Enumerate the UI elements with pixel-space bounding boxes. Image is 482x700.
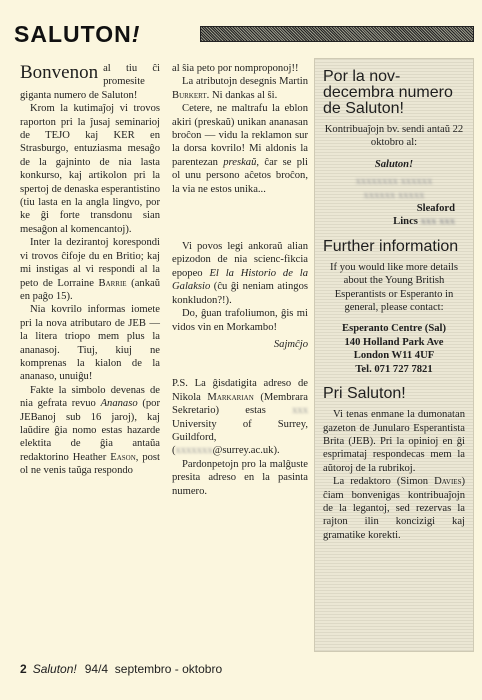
footer-title: Saluton! (32, 662, 77, 676)
sidebar-heading: Pri Saluton! (323, 385, 406, 403)
masthead-logo: SALUTON! (14, 21, 141, 47)
page-number: 2 (20, 662, 27, 676)
issue-number: 94/4 (84, 662, 109, 676)
address-town: Sleaford (416, 203, 455, 215)
intro-paragraph: Bonvenon al tiu ĉi promesite giganta numero de Saluton! (20, 62, 160, 101)
paragraph: La atributojn desegnis Martin Burkert. Ni dankas al ŝi. (172, 76, 308, 101)
masthead (14, 20, 474, 48)
column-gap (172, 196, 308, 240)
column-2 (172, 62, 308, 498)
sidebar-text: Vi tenas enmane la dumonatan gazeton de Junularo Esperantista Brita (JEB). Pri la opinioj en ĝi esprimataj respondecas mem la aŭtoroj de la rubrikoj. (323, 409, 465, 474)
info-sidebar: Por la nov-decembra numero de Saluton! Kontribuaĵojn bv. sendi antaŭ 22 oktobro al: Saluton! xxxxxxxx xxxxxx xxxxxx xxxxx Sleaford Lincs xxx xxx Further information If you would like more details about the Young British Esperantists or Esperanto in general, please contact: Esperanto Centre (Sal) 140 Holland Park Ave London W11 4UF Tel. 071 727 7821 Pri Saluton! Vi tenas enmane la dumonatan gazeton de Junularo Esperantista Brita (JEB). Pri la opinioj en ĝi esprimataj respondecas mem la aŭtoroj de la rubrikoj. La redaktoro (Simon Davies) ĉiam bonvenigas kontribuaĵojn de la legantoj, sed rezervas la rajton ilin koncizigi kaj gramatike korekti. (314, 58, 474, 652)
sidebar-text: Kontribuaĵojn bv. sendi antaŭ 22 oktobro al: (324, 124, 464, 149)
postscript: P.S. La ĝisdatigita adreso de Nikola Markarian (Membrara Sekretario) estas xxx University of Surrey, Guildford, (xxxxxxx@surrey.ac.uk). (172, 378, 308, 457)
address-county: Lincs xxx xxx (393, 216, 455, 228)
issue-months: septembro - oktobro (114, 662, 223, 676)
contact-name: Esperanto Centre (Sal) (342, 323, 446, 335)
contact-street: 140 Holland Park Ave (344, 336, 444, 348)
sidebar-heading: Por la nov-decembra numero de Saluton! (323, 68, 453, 117)
paragraph: Pardonpetojn pro la malĝuste presita adreso en la pasinta numero. (172, 458, 308, 497)
page-footer (20, 662, 222, 676)
contact-city: London W11 4UF (353, 350, 435, 362)
paragraph: Do, ĝuan trafoliumon, ĝis mi vidos vin en Morkambo! (172, 308, 308, 333)
paragraph: Inter la dezirantoj korespondi vi trovos ĉifoje du en Britio; kaj mi instigas al vi respondi al la peto de Lorraine Barrie (ankaŭ en paĝo 15). (20, 237, 160, 302)
address-title: Saluton! (374, 158, 414, 170)
paragraph: Vi povos legi ankoraŭ alian epizodon de nia scienc-fikcia epopeo El la Historio de la Galaksio (ĉu ĝi neniam atingos konkludon?!). (172, 241, 308, 306)
dropcap-word: Bonvenon (20, 62, 99, 83)
paragraph: Fakte la simbolo devenas de nia gefrata revuo Ananaso (por JEBanoj sub 16 jaroj), kaj laŭdire ĝia nomo estas hazarde elektita de ĝia antaŭa redaktorino Heather Eason, post ol ne venis taŭga respondo (20, 384, 160, 477)
signature: Sajmĉjo (273, 338, 308, 350)
column-1 (20, 62, 160, 478)
paragraph: Cetere, ne maltrafu la eblon akiri (preskaŭ) unikan ananasan broĉon — vidu la reklamon sur la dorsa kovrilo! Mi aldonis la parentezan preskaŭ, ĉar se pli ol unu persono aĉetos broĉon, la via ne estos unika... (172, 103, 308, 195)
sidebar-heading: Further information (323, 237, 459, 255)
paragraph: al ŝia peto por nomproponoj!! (172, 63, 299, 74)
sidebar-text: La redaktoro (Simon Davies) ĉiam bonvenigas kontribuaĵojn de la legantoj, sed rezervas la rajton ilin koncizigi kaj gramatike korekti. (323, 476, 465, 541)
masthead-pattern-bar (200, 26, 474, 42)
paragraph: Nia kovrilo informas iomete pri la nova atributaro de JEB — la litera triopo mem plus la ananasoj. Tiuj, kiuj ne komprenas la kialon de la ananaso, unuiĝu! (20, 304, 160, 383)
contact-phone: Tel. 071 727 7821 (355, 363, 433, 375)
paragraph: Krom la kutimaĵoj vi trovos raporton pri la ĵusaj seminarioj de TEJO kaj KER en Strasburgo, entuziasma mesaĝo de la gajninto de nia lasta konkurso, kaj artikolon pri la spertoj de denaska esperantistino (tiu lasta en la angla lingvo, por ke ĝi forte transdonu sian mesaĝon al komencantoj). (20, 103, 160, 235)
sidebar-text: If you would like more details about the Young British Esperantists or Esperanto in general, please contact: (330, 261, 458, 314)
